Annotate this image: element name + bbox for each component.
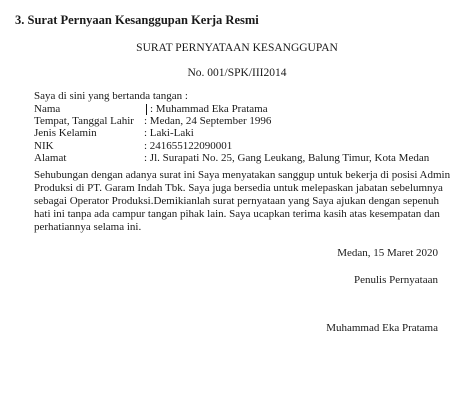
field-row-birth [34, 115, 464, 127]
field-row-gender [34, 127, 464, 139]
letter-title: SURAT PERNYATAAN KESANGGUPAN [136, 42, 338, 54]
letter-number: No. 001/SPK/III2014 [187, 67, 287, 79]
intro-text: Saya di sini yang bertanda tangan : [34, 90, 188, 102]
signer-role: Penulis Pernyataan [353, 274, 438, 286]
field-row-nik [34, 140, 464, 152]
field-value[interactable] [144, 103, 464, 115]
field-value-text: : Muhammad Eka Pratama [150, 103, 268, 115]
text-cursor [146, 104, 147, 115]
field-value: : Medan, 24 September 1996 [144, 115, 272, 128]
body-paragraph: Sehubungan dengan adanya surat ini Saya menyatakan sanggup untuk bekerja di posisi Admin Produksi di PT. Garam Indah Tbk. Saya juga bersedia untuk melepaskan jabatan sebelumnya sebagai Operator Produksi.Demikianlah surat pernyataan yang Saya ajukan dengan sepenuh hati ini tanpa ada campur tangan pihak lain. Saya ucapkan terima kasih atas kesempatan dan perhatiannya selama ini. [34, 169, 451, 233]
section-heading: 3. Surat Pernyaan Kesanggupan Kerja Resmi [15, 13, 259, 27]
signer-name: Muhammad Eka Pratama [326, 322, 438, 334]
field-row-address [34, 152, 464, 164]
field-value: : 241655122090001 [144, 139, 233, 152]
field-label: NIK [34, 139, 54, 152]
field-row-name [34, 103, 464, 115]
field-label: Jenis Kelamin [34, 127, 97, 140]
place-date: Medan, 15 Maret 2020 [337, 247, 438, 259]
field-value: : Laki-Laki [144, 127, 194, 140]
field-label: Alamat [34, 151, 67, 164]
field-label: Nama [34, 103, 61, 115]
field-value: : Jl. Surapati No. 25, Gang Leukang, Balung Timur, Kota Medan [144, 151, 430, 164]
field-label: Tempat, Tanggal Lahir [34, 115, 134, 128]
identity-fields [34, 103, 464, 164]
